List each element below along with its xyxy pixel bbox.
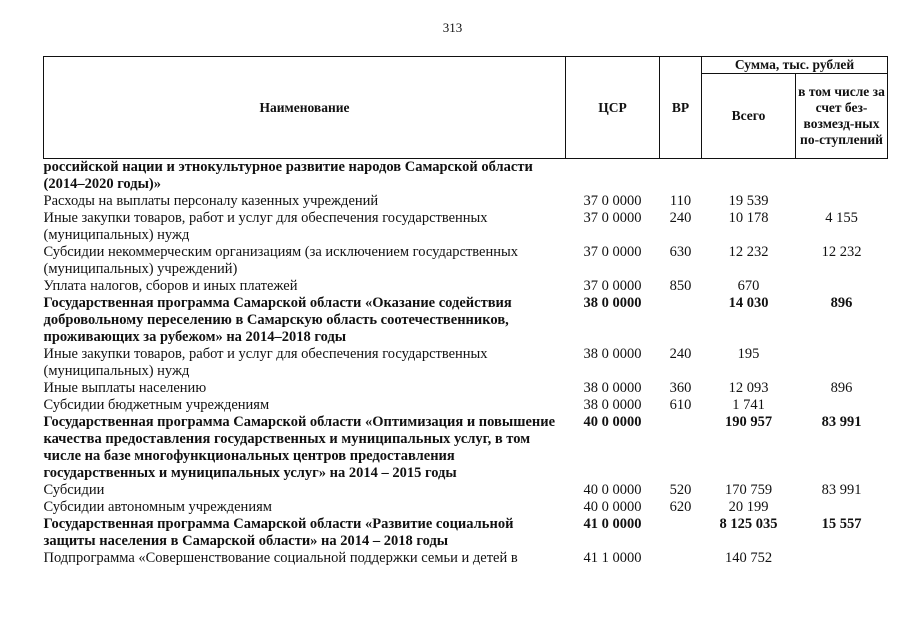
table-row [44,516,888,550]
table-header [44,57,888,159]
cell-total: 8 125 035 [719,516,778,532]
cell-gratis: 15 557 [821,516,862,532]
cell-name: Государственная программа Самарской области «Оказание содействия добровольному переселению в Самарскую область соотечественников, проживающих за рубежом» на 2014–2018 годы [43,295,512,345]
budget-table [43,56,888,567]
table-row [44,380,888,397]
cell-csr [566,159,660,194]
cell-total: 12 232 [728,244,769,260]
table-row [44,295,888,346]
cell-gratis: 4 155 [825,210,858,226]
cell-name: Субсидии некоммерческим организациям (за исключением государственных (муниципальных) учреждений) [43,244,518,277]
cell-vr: 240 [669,210,692,226]
cell-vr [660,516,702,550]
cell-name: Субсидии [43,482,105,498]
cell-csr: 37 0 0000 [583,278,642,294]
table-row [44,278,888,295]
cell-vr: 110 [669,193,692,209]
cell-gratis: 896 [830,295,853,311]
cell-csr: 40 0 0000 [583,499,642,515]
cell-vr [660,550,702,567]
cell-total: 190 957 [724,414,773,430]
cell-total: 12 093 [728,380,769,396]
cell-name: Субсидии бюджетным учреждениям [43,397,270,413]
cell-total: 14 030 [728,295,769,311]
cell-csr: 37 0 0000 [583,193,642,209]
cell-csr: 38 0 0000 [583,295,642,311]
cell-csr: 41 0 0000 [583,516,642,532]
cell-total [702,159,796,194]
cell-vr: 240 [669,346,692,362]
table-row [44,397,888,414]
cell-total: 670 [737,278,760,294]
header-total: Всего [702,74,796,159]
cell-name: Иные закупки товаров, работ и услуг для обеспечения государственных (муниципальных) нужд [43,346,488,379]
cell-vr: 620 [669,499,692,515]
header-csr: ЦСР [566,57,660,159]
table-row [44,346,888,380]
cell-name: Уплата налогов, сборов и иных платежей [43,278,298,294]
cell-gratis: 896 [830,380,853,396]
table-row [44,550,888,567]
cell-total: 20 199 [728,499,769,515]
cell-csr: 38 0 0000 [583,380,642,396]
cell-vr: 850 [669,278,692,294]
cell-total: 140 752 [724,550,773,566]
cell-vr: 360 [669,380,692,396]
cell-name: Расходы на выплаты персоналу казенных учреждений [43,193,379,209]
cell-name: Субсидии автономным учреждениям [43,499,272,515]
cell-csr: 37 0 0000 [583,244,642,260]
cell-csr: 40 0 0000 [583,482,642,498]
header-vr: ВР [660,57,702,159]
table-row [44,193,888,210]
cell-gratis [796,278,888,295]
cell-csr: 41 1 0000 [583,550,642,566]
cell-vr [660,159,702,194]
cell-total: 170 759 [724,482,773,498]
cell-total: 1 741 [732,397,765,413]
page-number: 313 [442,20,463,35]
cell-csr: 37 0 0000 [583,210,642,226]
cell-total: 19 539 [728,193,769,209]
cell-name: Иные закупки товаров, работ и услуг для обеспечения государственных (муниципальных) нужд [43,210,488,243]
table-row [44,482,888,499]
cell-total: 10 178 [728,210,769,226]
cell-total: 195 [737,346,760,362]
cell-vr: 520 [669,482,692,498]
cell-gratis: 12 232 [821,244,862,260]
cell-vr: 610 [669,397,692,413]
cell-gratis [796,346,888,380]
table-row [44,499,888,516]
cell-name: Подпрограмма «Совершенствование социальной поддержки семьи и детей в [43,550,518,566]
cell-vr [660,414,702,482]
cell-csr: 40 0 0000 [583,414,642,430]
cell-name: Государственная программа Самарской области «Оптимизация и повышение качества предоставления государственных и муниципальных услуг, в том числе на базе многофункциональных центров предоставления государственных и муниципальных услуг» на 2014 – 2015 годы [43,414,556,481]
cell-gratis [796,499,888,516]
header-gratis: в том числе за счет без-возмезд-ных по-ступлений [796,74,888,159]
cell-gratis [796,193,888,210]
cell-vr [660,295,702,346]
cell-gratis: 83 991 [821,414,862,430]
table-row [44,210,888,244]
cell-name: Иные выплаты населению [43,380,207,396]
cell-csr: 38 0 0000 [583,346,642,362]
cell-gratis [796,550,888,567]
table-row [44,244,888,278]
cell-name: Государственная программа Самарской области «Развитие социальной защиты населения в Самарской области» на 2014 – 2018 годы [43,516,514,549]
cell-gratis [796,159,888,194]
table-body [44,159,888,568]
table-row [44,414,888,482]
cell-gratis: 83 991 [821,482,862,498]
cell-vr: 630 [669,244,692,260]
cell-gratis [796,397,888,414]
header-amount-group: Сумма, тыс. рублей [702,57,888,74]
table-row [44,159,888,194]
cell-csr: 38 0 0000 [583,397,642,413]
header-name: Наименование [44,57,566,159]
cell-name: российской нации и этнокультурное развитие народов Самарской области (2014–2020 годы)» [43,159,533,192]
